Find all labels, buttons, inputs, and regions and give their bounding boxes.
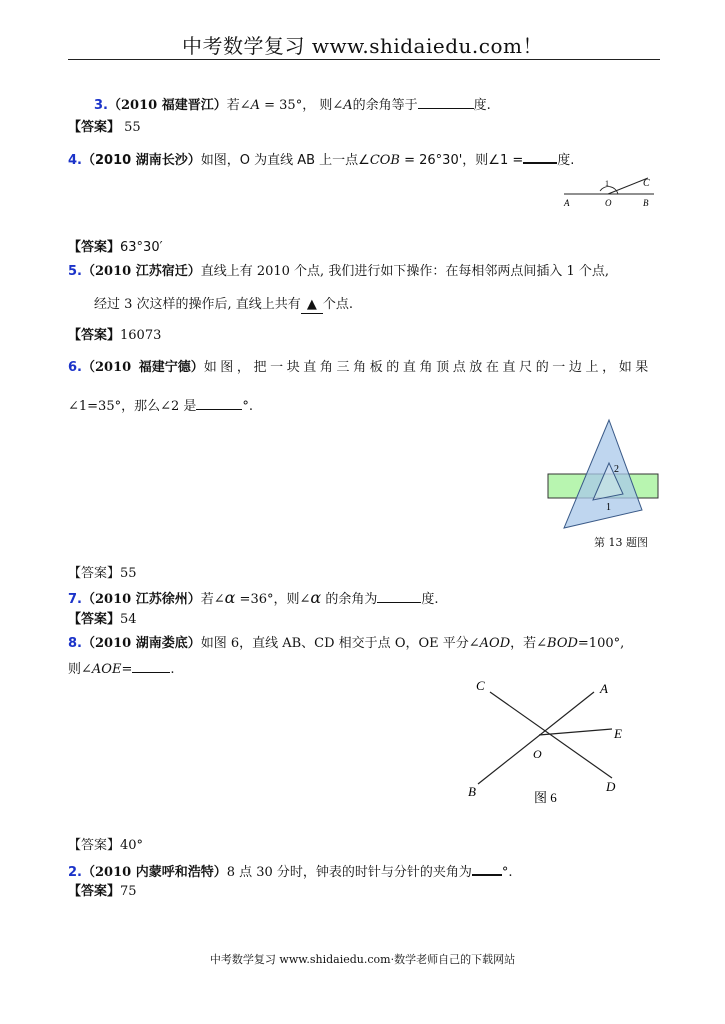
answer-value: 54 bbox=[120, 612, 137, 627]
answer-label: 【答案】 bbox=[68, 838, 121, 853]
question-text: ，若∠ bbox=[510, 636, 548, 651]
question-text: 若∠ bbox=[226, 98, 251, 113]
label-o: O bbox=[605, 198, 612, 208]
figure-ruler-triangle bbox=[546, 418, 662, 530]
label-b: B bbox=[468, 784, 476, 799]
header-divider bbox=[68, 59, 660, 60]
question-text: ∠1=35°，那么∠2 是 bbox=[68, 399, 197, 414]
answer-value: 63°30′ bbox=[120, 240, 163, 255]
math-var: α bbox=[310, 588, 322, 607]
answer-value: 55 bbox=[120, 566, 137, 581]
answer-label: 【答案】 bbox=[68, 328, 121, 343]
answer-2 bbox=[68, 884, 137, 900]
answer-blank bbox=[377, 590, 421, 603]
line-ab bbox=[478, 692, 594, 784]
question-source: （2010 江苏宿迁） bbox=[81, 264, 201, 279]
question-5 bbox=[68, 264, 609, 280]
question-number: 8. bbox=[68, 636, 82, 651]
answer-value: 16073 bbox=[120, 328, 162, 343]
question-6 bbox=[68, 360, 652, 376]
question-8 bbox=[68, 636, 624, 652]
question-text: = 35°， 则∠ bbox=[260, 98, 344, 113]
question-source: （2010 福建晋江） bbox=[107, 98, 227, 113]
question-text: 如图，O 为直线 AB 上一点∠ bbox=[200, 153, 370, 168]
question-text: 直线上有 2010 个点, 我们进行如下操作：在每相邻两点间插入 1 个点, bbox=[200, 264, 609, 279]
question-text: 的余角为 bbox=[321, 592, 378, 607]
question-5-line2 bbox=[94, 297, 353, 314]
answer-label: 【答案】 bbox=[68, 612, 121, 627]
answer-label: 【答案】 bbox=[68, 884, 121, 899]
triangle-placeholder: ▲ bbox=[306, 297, 317, 312]
question-text: 如图 6，直线 AB、CD 相交于点 O，OE 平分∠ bbox=[200, 636, 480, 651]
label-c: C bbox=[643, 178, 650, 189]
question-text: 度. bbox=[473, 98, 491, 113]
label-1: 1 bbox=[606, 502, 611, 513]
question-text: . bbox=[170, 662, 175, 677]
question-number: 5. bbox=[68, 264, 82, 279]
question-4 bbox=[68, 150, 574, 169]
figure-intersecting-lines bbox=[466, 672, 634, 808]
question-source: （2010 内蒙呼和浩特） bbox=[81, 865, 227, 880]
question-source: （2010 江苏徐州） bbox=[81, 592, 201, 607]
math-var: BOD bbox=[547, 636, 578, 651]
answer-7 bbox=[68, 612, 137, 628]
answer-4 bbox=[68, 240, 163, 256]
answer-blank bbox=[301, 297, 323, 314]
answer-value: 40° bbox=[120, 838, 144, 853]
question-text: 若∠ bbox=[200, 592, 225, 607]
question-number: 2. bbox=[68, 865, 82, 880]
math-var: COB bbox=[369, 153, 400, 168]
angle-arc bbox=[600, 187, 618, 194]
page-header: 中考数学复习 www.shidaiedu.com！ bbox=[182, 34, 543, 58]
question-number: 3. bbox=[94, 98, 108, 113]
math-var: A bbox=[250, 98, 260, 113]
question-text: °. bbox=[501, 865, 513, 880]
label-c: C bbox=[476, 678, 485, 693]
math-var: AOE bbox=[91, 662, 122, 677]
answer-6 bbox=[68, 566, 137, 582]
math-var: α bbox=[224, 588, 236, 607]
answer-value: 75 bbox=[120, 884, 137, 899]
answer-blank bbox=[418, 96, 474, 109]
question-text: °. bbox=[242, 399, 254, 414]
question-7 bbox=[68, 590, 438, 608]
label-d: D bbox=[606, 779, 616, 794]
question-text: = bbox=[121, 662, 133, 677]
question-text: =36°，则∠ bbox=[235, 592, 311, 607]
figure-caption: 第 13 题图 bbox=[594, 536, 648, 549]
question-text: 度. bbox=[557, 153, 575, 168]
answer-blank bbox=[132, 660, 170, 673]
label-2: 2 bbox=[614, 464, 619, 475]
question-number: 6. bbox=[68, 360, 82, 375]
math-var: A bbox=[343, 98, 353, 113]
answer-label: 【答案】 bbox=[68, 120, 121, 135]
answer-blank bbox=[472, 862, 502, 876]
figure-caption: 图 6 bbox=[534, 790, 557, 805]
line-cd bbox=[490, 692, 612, 778]
answer-label: 【答案】 bbox=[68, 240, 121, 255]
ray-oe bbox=[539, 729, 612, 735]
ray-oc bbox=[608, 178, 648, 194]
question-number: 7. bbox=[68, 592, 82, 607]
question-text: 8 点 30 分时，钟表的时针与分针的夹角为 bbox=[226, 865, 472, 880]
answer-value: 55 bbox=[124, 120, 141, 135]
label-e: E bbox=[614, 726, 622, 741]
label-o: O bbox=[533, 747, 542, 761]
label-b: B bbox=[643, 198, 649, 208]
answer-label: 【答案】 bbox=[68, 566, 121, 581]
question-text: 则∠ bbox=[68, 662, 92, 677]
answer-5 bbox=[68, 328, 161, 344]
question-text: 如图，把一块直角三角板的直角顶点放在直尺的一边上，如果 bbox=[203, 360, 652, 375]
question-text: = 26°30'，则∠1 = bbox=[399, 153, 524, 168]
label-1: 1 bbox=[605, 179, 609, 188]
question-text: =100°, bbox=[577, 636, 625, 651]
question-2 bbox=[68, 862, 513, 881]
question-number: 4. bbox=[68, 153, 82, 168]
label-a: A bbox=[600, 681, 608, 696]
question-source: （2010 湖南娄底） bbox=[81, 636, 201, 651]
math-var: AOD bbox=[479, 636, 511, 651]
question-source: （2010 福建宁德） bbox=[81, 360, 204, 375]
answer-blank bbox=[196, 397, 242, 410]
question-text: 个点. bbox=[322, 297, 353, 312]
question-3 bbox=[94, 96, 491, 114]
answer-8 bbox=[68, 838, 143, 854]
question-6-line2 bbox=[68, 397, 253, 415]
question-source: （2010 湖南长沙） bbox=[81, 153, 201, 168]
question-text: 度. bbox=[421, 592, 439, 607]
figure-line-angle bbox=[560, 174, 660, 212]
label-a: A bbox=[564, 198, 570, 208]
question-text: 经过 3 次这样的操作后, 直线上共有 bbox=[94, 297, 301, 312]
answer-3 bbox=[68, 120, 141, 136]
answer-blank bbox=[523, 150, 557, 164]
question-text: 的余角等于 bbox=[352, 98, 418, 113]
question-8-line2 bbox=[68, 660, 175, 678]
page-footer: 中考数学复习 www.shidaiedu.com·数学老师自己的下载网站 bbox=[209, 953, 516, 966]
